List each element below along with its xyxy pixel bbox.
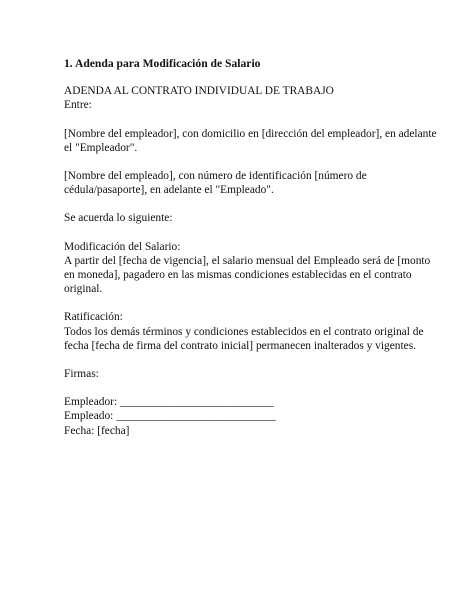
signatures-section	[64, 395, 414, 438]
signature-line-employer: Empleador: ___________________________	[64, 396, 274, 409]
modification-section	[64, 240, 431, 297]
signature-line-date: Fecha: [fecha]	[64, 424, 130, 437]
document-heading: 1. Adenda para Modificación de Salario	[64, 57, 261, 70]
ratification-line: fecha [fecha de firma del contrato inicial] permanecen inalterados y vigentes.	[64, 339, 416, 352]
contract-title: ADENDA AL CONTRATO INDIVIDUAL DE TRABAJO	[64, 85, 334, 98]
employer-paragraph	[64, 127, 437, 155]
document-body	[64, 57, 437, 438]
modification-line: original.	[64, 283, 103, 296]
ratification-line: Todos los demás términos y condiciones establecidos en el contrato original de	[64, 325, 424, 338]
employer-line: [Nombre del empleador], con domicilio en [dirección del empleador], en adelante	[64, 127, 437, 140]
signature-line-employee: Empleado: ____________________________	[64, 410, 276, 423]
employee-line: [Nombre del empleado], con número de identificación [número de	[64, 170, 367, 183]
ratification-title: Ratificación:	[64, 311, 123, 324]
employee-paragraph	[64, 169, 414, 197]
employer-line: el "Empleador".	[64, 141, 138, 154]
modification-line: en moneda], pagadero en las mismas condiciones establecidas en el contrato	[64, 269, 412, 282]
employee-line: cédula/pasaporte], en adelante el "Empleado".	[64, 184, 274, 197]
signatures-title: Firmas:	[64, 368, 99, 381]
ratification-section	[64, 310, 424, 353]
modification-line: A partir del [fecha de vigencia], el salario mensual del Empleado será de [monto	[64, 254, 431, 267]
between-label: Entre:	[64, 99, 92, 112]
agreed-statement: Se acuerda lo siguiente:	[64, 212, 173, 225]
modification-title: Modificación del Salario:	[64, 240, 181, 253]
